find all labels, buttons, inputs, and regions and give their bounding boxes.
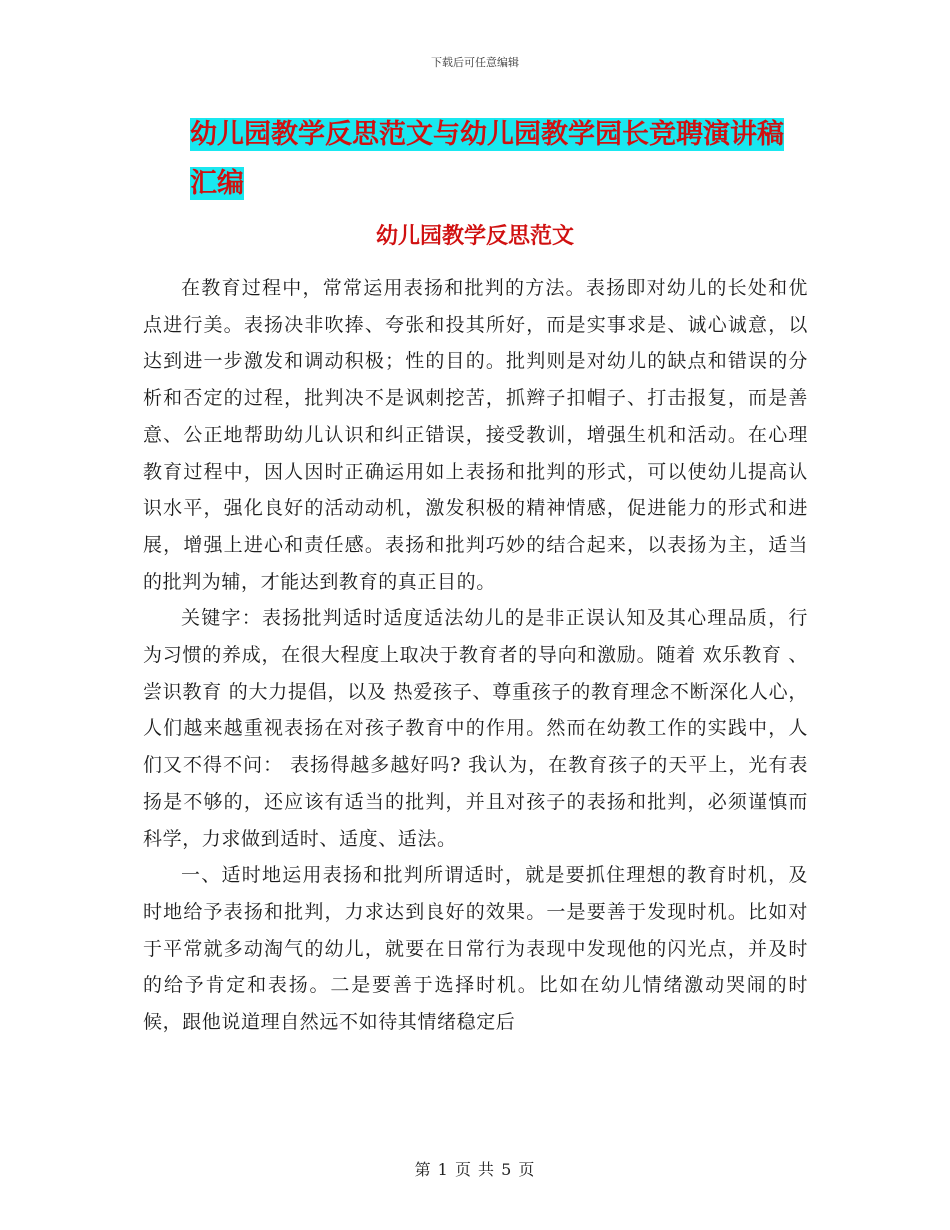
paragraph: 关键字：表扬批判适时适度适法幼儿的是非正误认知及其心理品质，行为习惯的养成，在很大程度上取决于教育者的导向和激励。随着 欢乐教育 、 尝识教育 的大力提倡，以及 热爱孩子、尊重孩子的教育理念不断深化人心，人们越来越重视表扬在对孩子教育中的作用。然而在幼教工作的实践中，人们又不得不问： 表扬得越多越好吗? 我认为，在教育孩子的天平上，光有表扬是不够的，还应该有适当的批判，并且对孩子的表扬和批判，必须谨慎而科学，力求做到适时、适度、适法。 [143, 607, 808, 850]
paragraph: 一、适时地运用表扬和批判所谓适时，就是要抓住理想的教育时机，及时地给予表扬和批判，力求达到良好的效果。一是要善于发现时机。比如对于平常就多动淘气的幼儿，就要在日常行为表现中发现他的闪光点，并及时的给予肯定和表扬。二是要善于选择时机。比如在幼儿情绪激动哭闹的时候，跟他说道理自然远不如待其情绪稳定后 [143, 864, 808, 1034]
section-title: 幼儿园教学反思范文 [375, 224, 574, 249]
document-title [190, 110, 810, 208]
paragraph: 在教育过程中，常常运用表扬和批判的方法。表扬即对幼儿的长处和优点进行美。表扬决非吹捧、夸张和投其所好，而是实事求是、诚心诚意，以达到进一步激发和调动积极；性的目的。批判则是对幼儿的缺点和错误的分析和否定的过程，批判决不是讽刺挖苦，抓辫子扣帽子、打击报复，而是善意、公正地帮助幼儿认识和纠正错误，接受教训，增强生机和活动。在心理教育过程中，因人因时正确运用如上表扬和批判的形式，可以使幼儿提高认识水平，强化良好的活动动机，激发积极的精神情感，促进能力的形式和进展，增强上进心和责任感。表扬和批判巧妙的结合起来，以表扬为主，适当的批判为辅，才能达到教育的真正目的。 [143, 277, 808, 593]
body-text [143, 270, 808, 1041]
document-title-text: 幼儿园教学反思范文与幼儿园教学园长竞聘演讲稿汇编 [190, 119, 784, 199]
page-indicator: 第 1 页 共 5 页 [414, 1160, 536, 1179]
header-note: 下载后可任意编辑 [431, 56, 519, 69]
